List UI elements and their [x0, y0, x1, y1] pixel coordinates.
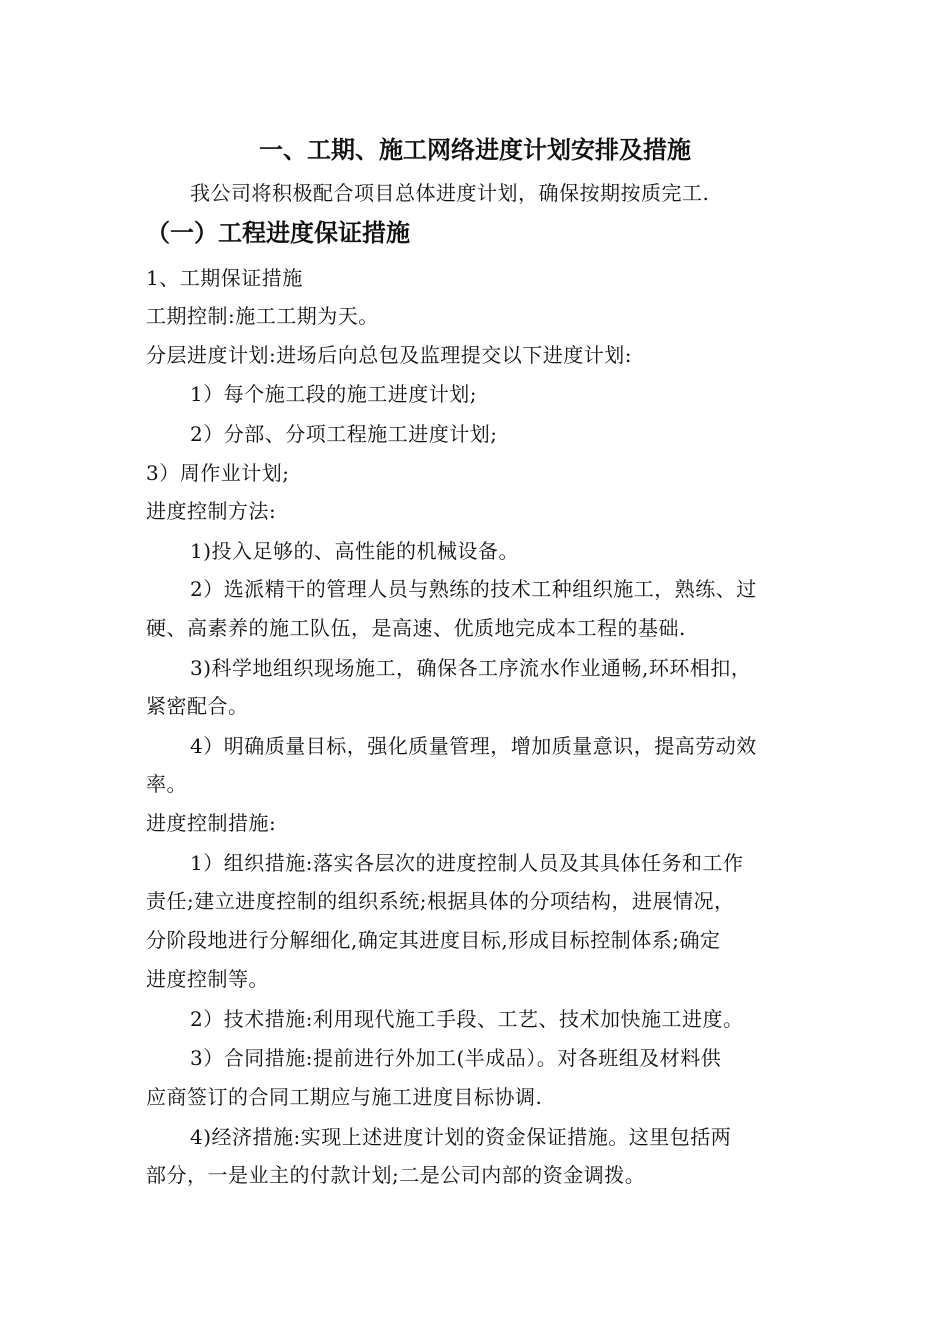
section-heading: （一）工程进度保证措施: [146, 219, 410, 247]
text-line: 分层进度计划:进场后向总包及监理提交以下进度计划:: [146, 343, 632, 367]
list-item: 1)投入足够的、高性能的机械设备。: [190, 539, 520, 563]
text-line: 紧密配合。: [146, 694, 249, 718]
list-item: 4)经济措施:实现上述进度计划的资金保证措施。这里包括两: [190, 1125, 732, 1149]
list-item: 2）技术措施:利用现代施工手段、工艺、技术加快施工进度。: [190, 1007, 744, 1031]
text-line: 率。: [146, 772, 187, 796]
text-line: 部分，一是业主的付款计划;二是公司内部的资金调拨。: [146, 1163, 646, 1187]
text-line: 应商签订的合同工期应与施工进度目标协调.: [146, 1085, 543, 1109]
text-line: 进度控制方法:: [146, 499, 277, 523]
list-item: 4）明确质量目标，强化质量管理，增加质量意识，提高劳动效: [190, 734, 757, 758]
intro-paragraph: 我公司将积极配合项目总体进度计划，确保按期按质完工.: [190, 181, 710, 205]
list-item: 3）合同措施:提前进行外加工(半成品）。对各班组及材料供: [190, 1046, 722, 1070]
list-item: 2）分部、分项工程施工进度计划;: [190, 422, 498, 446]
list-item: 1）组织措施:落实各层次的进度控制人员及其具体任务和工作: [190, 851, 744, 875]
list-item: 3）周作业计划;: [146, 461, 290, 485]
text-line: 工期控制:施工工期为天。: [146, 304, 379, 328]
page-title: 一、工期、施工网络进度计划安排及措施: [259, 136, 691, 164]
list-item: 2）选派精干的管理人员与熟练的技术工种组织施工，熟练、过: [190, 577, 757, 601]
list-item: 3)科学地组织现场施工，确保各工序流水作业通畅,环环相扣，: [190, 656, 752, 680]
text-line: 分阶段地进行分解细化,确定其进度目标,形成目标控制体系;确定: [146, 928, 721, 952]
text-line: 进度控制等。: [146, 967, 269, 991]
text-line: 进度控制措施:: [146, 811, 277, 835]
list-item: 1）每个施工段的施工进度计划;: [190, 382, 477, 406]
text-line: 责任;建立进度控制的组织系统;根据具体的分项结构，进展情况，: [146, 889, 735, 913]
text-line: 硬、高素养的施工队伍，是高速、优质地完成本工程的基础.: [146, 616, 686, 640]
subsection-heading: 1、工期保证措施: [146, 266, 303, 290]
